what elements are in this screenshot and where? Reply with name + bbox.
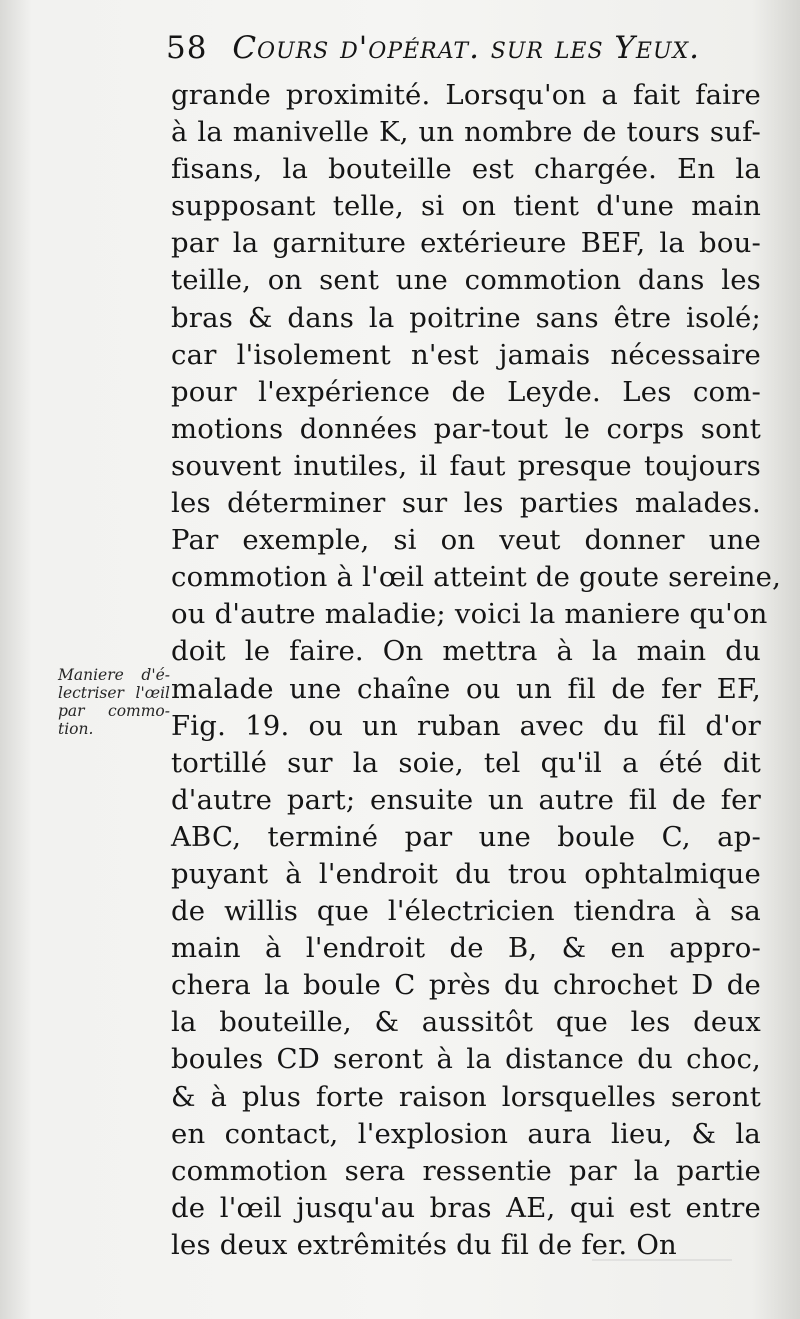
body-line: souvent inutiles, il faut presque toujours — [171, 449, 761, 482]
body-line: pour l'expérience de Leyde. Les com- — [171, 375, 761, 408]
running-title: Cours d'opérat. sur les Yeux. — [232, 30, 700, 66]
body-line: chera la boule C près du chrochet D de — [171, 969, 761, 1002]
body-line: bras & dans la poitrine sans être isolé; — [171, 301, 761, 334]
body-line: tortillé sur la soie, tel qu'il a été dit — [171, 746, 761, 779]
body-line: ABC, terminé par une boule C, ap- — [171, 820, 761, 853]
body-line: en contact, l'explosion aura lieu, & la — [171, 1117, 761, 1150]
show-through-mark — [592, 1259, 732, 1301]
body-text — [171, 77, 782, 1264]
body-line: motions données par-tout le corps sont — [171, 412, 761, 445]
body-line: boules CD seront à la distance du choc, — [171, 1043, 761, 1076]
body-line: commotion sera ressentie par la partie — [171, 1154, 761, 1187]
body-line: de l'œil jusqu'au bras AE, qui est entre — [171, 1191, 761, 1224]
body-line: la bouteille, & aussitôt que les deux — [171, 1006, 761, 1039]
body-line: ou d'autre maladie; voici la maniere qu'on — [171, 598, 768, 631]
margin-note-line: par commo- — [58, 702, 170, 720]
margin-note-line: lectriser l'œil — [58, 684, 170, 702]
body-line: fisans, la bouteille est chargée. En la — [171, 153, 761, 186]
body-line: Fig. 19. ou un ruban avec du fil d'or — [171, 709, 761, 742]
body-line: teille, on sent une commotion dans les — [171, 264, 761, 297]
body-line: car l'isolement n'est jamais nécessaire — [171, 338, 761, 371]
body-line: main à l'endroit de B, & en appro- — [171, 932, 761, 965]
body-line: & à plus forte raison lorsquelles seront — [171, 1080, 761, 1113]
body-line: Par exemple, si on veut donner une — [171, 524, 761, 557]
body-line: doit le faire. On mettra à la main du — [171, 635, 761, 668]
body-line: les déterminer sur les parties malades. — [171, 487, 761, 520]
body-line: puyant à l'endroit du trou ophtalmique — [171, 857, 761, 890]
body-line: les deux extrêmités du fil de fer. On — [171, 1228, 677, 1261]
margin-note — [58, 666, 170, 738]
body-line: supposant telle, si on tient d'une main — [171, 190, 761, 223]
margin-note-line: tion. — [58, 720, 94, 738]
body-line: malade une chaîne ou un fil de fer EF, — [171, 672, 761, 705]
body-line: par la garniture extérieure BEF, la bou- — [171, 227, 761, 260]
body-line: grande proximité. Lorsqu'on a fait faire — [171, 79, 761, 111]
page-number: 58 — [166, 30, 208, 66]
margin-note-line: Maniere d'é- — [58, 666, 170, 684]
body-line: de willis que l'électricien tiendra à sa — [171, 895, 761, 928]
body-line: d'autre part; ensuite un autre fil de fer — [171, 783, 761, 816]
running-head — [166, 26, 766, 70]
body-line: à la manivelle K, un nombre de tours suf- — [171, 116, 761, 149]
body-line: commotion à l'œil atteint de goute sereine, — [171, 561, 782, 594]
